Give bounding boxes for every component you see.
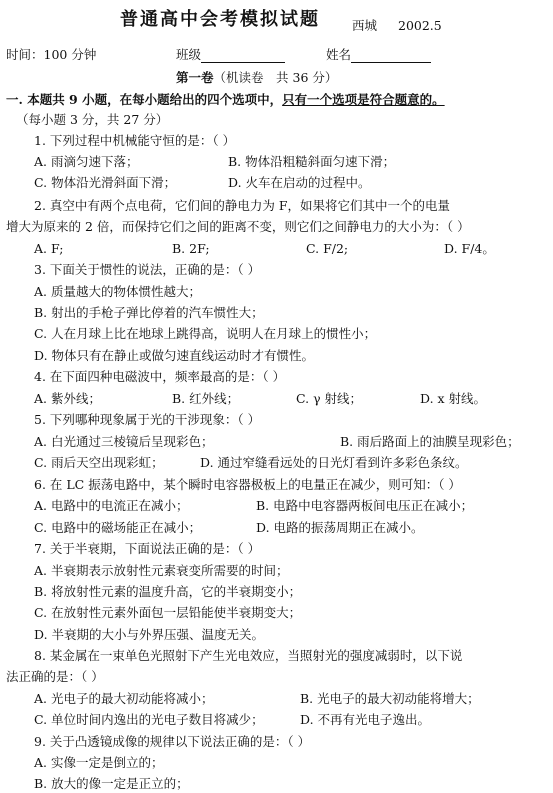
q5-option-a: A. 白光通过三棱镜后呈现彩色；: [34, 434, 214, 449]
class-label-text: 班级: [176, 47, 202, 62]
exam-title: 普通高中会考模拟试题: [120, 9, 320, 30]
q3-option-a: A. 质量越大的物体惯性越大；: [34, 284, 201, 299]
volume-heading: [176, 70, 337, 86]
q7-option-b: B. 将放射性元素的温度升高，它的半衰期变小；: [34, 584, 302, 599]
exam-region: 西城: [352, 18, 378, 33]
q2-option-a: A. F;: [34, 241, 64, 256]
q3-option-d: D. 物体只有在静止或做匀速直线运动时才有惯性。: [34, 348, 315, 363]
q8-option-c: C. 单位时间内逸出的光电子数目将减少；: [34, 712, 264, 727]
volume-title: 第一卷: [176, 70, 214, 85]
q7-option-a: A. 半衰期表示放射性元素衰变所需要的时间；: [34, 563, 289, 578]
q5-option-c: C. 雨后天空出现彩虹；: [34, 455, 164, 470]
q6-option-c: C. 电路中的磁场能正在减小；: [34, 520, 202, 535]
q5-option-b: B. 雨后路面上的油膜呈现彩色；: [340, 434, 520, 449]
question-8-stem-1: 8. 某金属在一束单色光照射下产生光电效应，当照射光的强度减弱时，以下说: [34, 648, 463, 663]
q1-option-c: C. 物体沿光滑斜面下滑；: [34, 175, 177, 190]
question-3-stem: 3. 下面关于惯性的说法，正确的是：（ ）: [34, 262, 261, 277]
q1-option-d: D. 火车在启动的过程中。: [228, 175, 371, 190]
q8-option-d: D. 不再有光电子逸出。: [300, 712, 431, 727]
q4-option-c: C. γ 射线；: [296, 391, 363, 406]
q7-option-c: C. 在放射性元素外面包一层铅能使半衰期变大；: [34, 605, 302, 620]
name-label: [326, 47, 431, 63]
question-5-stem: 5. 下列哪种现象属于光的干涉现象：（ ）: [34, 412, 261, 427]
q3-option-c: C. 人在月球上比在地球上跳得高，说明人在月球上的惯性小；: [34, 326, 377, 341]
q5-option-d: D. 通过窄缝看远处的日光灯看到许多彩色条纹。: [200, 455, 468, 470]
q3-option-b: B. 射出的手枪子弹比停着的汽车惯性大；: [34, 305, 264, 320]
question-6-stem: 6. 在 LC 振荡电路中，某个瞬时电容器极板上的电量正在减少，则可知：（ ）: [34, 477, 461, 492]
instruction-emphasis: 只有一个选项是符合题意的。: [282, 92, 445, 107]
section-scoring: （每小题 3 分，共 27 分）: [16, 112, 169, 127]
q1-option-a: A. 雨滴匀速下落；: [34, 154, 139, 169]
name-label-text: 姓名: [326, 47, 352, 62]
q6-option-d: D. 电路的振荡周期正在减小。: [256, 520, 424, 535]
question-8-stem-2: 法正确的是：（ ）: [6, 669, 104, 684]
q4-option-d: D. x 射线。: [420, 391, 487, 406]
name-field[interactable]: [351, 49, 431, 63]
question-2-stem-2: 增大为原来的 2 倍，而保持它们之间的距离不变，则它们之间静电力的大小为：（ ）: [6, 219, 470, 234]
volume-subtitle: （机读卷 共 36 分）: [213, 70, 338, 85]
question-2-stem-1: 2. 真空中有两个点电荷，它们间的静电力为 F，如果将它们其中一个的电量: [34, 198, 451, 213]
q6-option-b: B. 电路中电容器两板间电压正在减小；: [256, 498, 474, 513]
q6-option-a: A. 电路中的电流正在减小；: [34, 498, 189, 513]
section-instruction: [6, 92, 445, 108]
q8-option-a: A. 光电子的最大初动能将减小；: [34, 691, 214, 706]
q1-option-b: B. 物体沿粗糙斜面匀速下滑；: [228, 154, 396, 169]
question-9-stem: 9. 关于凸透镜成像的规律以下说法正确的是：（ ）: [34, 734, 311, 749]
q9-option-a: A. 实像一定是倒立的；: [34, 755, 164, 770]
q7-option-d: D. 半衰期的大小与外界压强、温度无关。: [34, 627, 265, 642]
class-label: [176, 47, 285, 63]
q8-option-b: B. 光电子的最大初动能将增大；: [300, 691, 480, 706]
exam-date: 2002.5: [398, 18, 442, 33]
q4-option-a: A. 紫外线；: [34, 391, 101, 406]
class-field[interactable]: [201, 49, 285, 63]
instruction-text: 一. 本题共 9 小题，在每小题给出的四个选项中，: [6, 92, 283, 107]
question-1-stem: 1. 下列过程中机械能守恒的是：（ ）: [34, 133, 236, 148]
q2-option-d: D. F/4。: [444, 241, 495, 256]
q4-option-b: B. 红外线；: [172, 391, 240, 406]
exam-time: 时间：100 分钟: [6, 47, 97, 62]
q9-option-b: B. 放大的像一定是正立的；: [34, 776, 189, 791]
q2-option-c: C. F/2;: [306, 241, 349, 256]
question-4-stem: 4. 在下面四种电磁波中，频率最高的是：（ ）: [34, 369, 286, 384]
q2-option-b: B. 2F;: [172, 241, 210, 256]
question-7-stem: 7. 关于半衰期，下面说法正确的是：（ ）: [34, 541, 261, 556]
